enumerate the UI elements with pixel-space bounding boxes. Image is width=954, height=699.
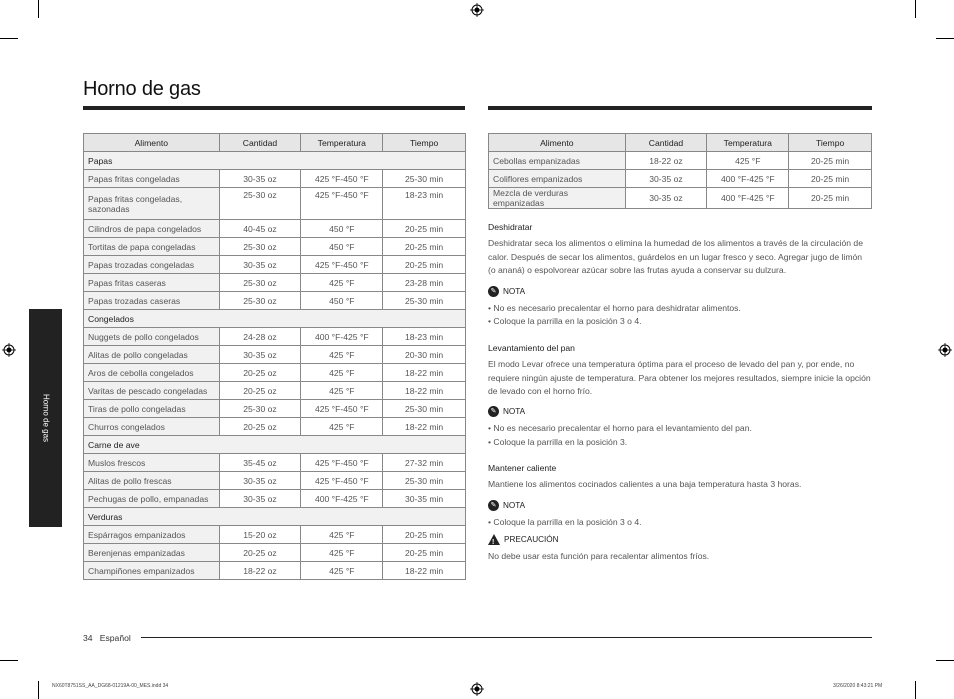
quantity-cell: 30-35 oz [219, 490, 301, 508]
crop-mark [38, 681, 39, 699]
crop-mark [0, 660, 18, 661]
table-category-row [84, 152, 466, 170]
temperature-cell: 425 °F-450 °F [301, 256, 383, 274]
quantity-cell: 30-35 oz [625, 188, 707, 209]
quantity-cell: 25-30 oz [219, 238, 301, 256]
time-cell: 25-30 min [383, 292, 466, 310]
time-cell: 20-25 min [383, 256, 466, 274]
time-cell: 18-22 min [383, 364, 466, 382]
time-cell: 20-25 min [789, 170, 872, 188]
crop-mark [936, 38, 954, 39]
temperature-cell: 425 °F [301, 274, 383, 292]
registration-mark-icon [938, 343, 952, 357]
crop-mark [936, 660, 954, 661]
quantity-cell: 35-45 oz [219, 454, 301, 472]
table-row [84, 490, 466, 508]
warning-icon [488, 534, 500, 545]
quantity-cell: 24-28 oz [219, 328, 301, 346]
note-icon: ✎ [488, 286, 499, 297]
note-text: Coloque la parrilla en la posición 3 o 4. [493, 517, 642, 527]
note-text: Coloque la parrilla en la posición 3. [493, 437, 628, 447]
time-cell: 18-22 min [383, 562, 466, 580]
page-title: Horno de gas [83, 78, 201, 100]
quantity-cell: 25-30 oz [219, 400, 301, 418]
temperature-cell: 400 °F-425 °F [707, 188, 789, 209]
print-slug-left: NX60T8751SS_AA_DG68-01219A-00_MES.indd 34 [52, 683, 169, 689]
food-cell: Papas fritas congeladas [84, 170, 220, 188]
table-row [84, 364, 466, 382]
food-cell: Champiñones empanizados [84, 562, 220, 580]
table-row [84, 382, 466, 400]
table-category-row [84, 508, 466, 526]
table-row [84, 418, 466, 436]
title-rule-left [83, 106, 465, 110]
section-title: Levantamiento del pan [488, 343, 575, 353]
time-cell: 25-30 min [383, 400, 466, 418]
table-row [84, 526, 466, 544]
note-block [488, 285, 872, 299]
page-footer [83, 633, 131, 643]
quantity-cell: 40-45 oz [219, 220, 301, 238]
category-label: Congelados [84, 310, 466, 328]
temperature-cell: 425 °F-450 °F [301, 472, 383, 490]
food-cell: Tortitas de papa congeladas [84, 238, 220, 256]
caution-block [488, 533, 872, 547]
food-cell: Nuggets de pollo congelados [84, 328, 220, 346]
time-cell: 20-25 min [383, 238, 466, 256]
table-header-row [84, 134, 466, 152]
table-row [489, 170, 872, 188]
food-cell: Cebollas empanizadas [489, 152, 626, 170]
section-title: Mantener caliente [488, 463, 557, 473]
temperature-cell: 425 °F [707, 152, 789, 170]
quantity-cell: 25-30 oz [219, 274, 301, 292]
note-label: NOTA [503, 501, 526, 510]
food-cell: Mezcla de verduras empanizadas [489, 188, 626, 209]
table-row [84, 346, 466, 364]
note-text: No es necesario precalentar el horno para el levantamiento del pan. [493, 423, 752, 433]
food-cell: Papas trozadas caseras [84, 292, 220, 310]
temperature-cell: 425 °F [301, 544, 383, 562]
title-rule-right [488, 106, 872, 110]
quantity-cell: 20-25 oz [219, 544, 301, 562]
column-header: Alimento [489, 134, 626, 152]
column-header: Alimento [84, 134, 220, 152]
table-row [84, 328, 466, 346]
food-cell: Cilindros de papa congelados [84, 220, 220, 238]
time-cell: 20-25 min [383, 544, 466, 562]
print-slug-right: 3/26/2020 8:43:21 PM [833, 683, 883, 689]
note-block [488, 405, 872, 419]
table-row [84, 256, 466, 274]
food-cell: Churros congelados [84, 418, 220, 436]
quantity-cell: 25-30 oz [219, 188, 301, 220]
time-cell: 18-23 min [383, 188, 466, 220]
time-cell: 20-30 min [383, 346, 466, 364]
table-row [84, 170, 466, 188]
temperature-cell: 400 °F-425 °F [301, 328, 383, 346]
section-dehydrate-title [488, 221, 872, 235]
food-cell: Coliflores empanizados [489, 170, 626, 188]
crop-mark [0, 38, 18, 39]
quantity-cell: 20-25 oz [219, 382, 301, 400]
table-row [84, 188, 466, 220]
food-cell: Alitas de pollo congeladas [84, 346, 220, 364]
footer-language: Español [99, 633, 131, 643]
table-row [84, 400, 466, 418]
time-cell: 18-22 min [383, 418, 466, 436]
temperature-cell: 425 °F [301, 562, 383, 580]
table-row [84, 562, 466, 580]
temperature-cell: 400 °F-425 °F [301, 490, 383, 508]
side-tab [29, 309, 62, 527]
food-cell: Muslos frescos [84, 454, 220, 472]
column-header: Tiempo [789, 134, 872, 152]
category-label: Verduras [84, 508, 466, 526]
quantity-cell: 30-35 oz [625, 170, 707, 188]
food-cell: Papas trozadas congeladas [84, 256, 220, 274]
crop-mark [915, 0, 916, 18]
table-row [84, 472, 466, 490]
category-label: Papas [84, 152, 466, 170]
cooking-table-right [488, 133, 872, 209]
note-icon: ✎ [488, 406, 499, 417]
food-cell: Aros de cebolla congelados [84, 364, 220, 382]
section-proof-body: El modo Levar ofrece una temperatura óptima para el proceso de levado del pan y, por ende, no requiere ningún ajuste de temperatura. Para obtener los mejores resultados, siempre inicie la opción de levado con el horno frío. [488, 359, 871, 396]
temperature-cell: 425 °F [301, 364, 383, 382]
time-cell: 18-22 min [383, 382, 466, 400]
quantity-cell: 25-30 oz [219, 292, 301, 310]
food-cell: Espárragos empanizados [84, 526, 220, 544]
time-cell: 18-23 min [383, 328, 466, 346]
quantity-cell: 30-35 oz [219, 256, 301, 274]
temperature-cell: 400 °F-425 °F [707, 170, 789, 188]
crop-mark [38, 0, 39, 18]
column-header: Cantidad [625, 134, 707, 152]
quantity-cell: 20-25 oz [219, 364, 301, 382]
section-dehydrate-body: Deshidratar seca los alimentos o elimina la humedad de los alimentos a través de la circulación de calor. Después de secar los alimentos, guárdelos en un lugar fresco y seco. Agregar jugo de limón (o ananá) o espolvorear azúcar sobre las frutas ayuda a conservar su dulzura. [488, 238, 863, 275]
caution-label: PRECAUCIÓN [504, 535, 559, 544]
category-label: Carne de ave [84, 436, 466, 454]
quantity-cell: 30-35 oz [219, 472, 301, 490]
page-number: 34 [83, 633, 93, 643]
temperature-cell: 425 °F-450 °F [301, 454, 383, 472]
note-block [488, 499, 872, 513]
table-row [84, 544, 466, 562]
quantity-cell: 18-22 oz [219, 562, 301, 580]
table-row [489, 152, 872, 170]
table-category-row [84, 436, 466, 454]
food-cell: Papas fritas caseras [84, 274, 220, 292]
time-cell: 20-25 min [383, 526, 466, 544]
table-header-row [489, 134, 872, 152]
caution-text: No debe usar esta función para recalentar alimentos fríos. [488, 551, 710, 561]
note-icon: ✎ [488, 500, 499, 511]
registration-mark-icon [470, 682, 484, 696]
footer-rule [141, 637, 872, 638]
temperature-cell: 425 °F-450 °F [301, 170, 383, 188]
table-row [84, 274, 466, 292]
quantity-cell: 15-20 oz [219, 526, 301, 544]
temperature-cell: 450 °F [301, 292, 383, 310]
food-cell: Varitas de pescado congeladas [84, 382, 220, 400]
note-item: • No es necesario precalentar el horno para el levantamiento del pan. [488, 423, 752, 433]
time-cell: 23-28 min [383, 274, 466, 292]
note-text: Coloque la parrilla en la posición 3 o 4. [493, 316, 642, 326]
time-cell: 25-30 min [383, 170, 466, 188]
cooking-table-left [83, 133, 466, 580]
quantity-cell: 30-35 oz [219, 170, 301, 188]
registration-mark-icon [2, 343, 16, 357]
column-header: Temperatura [301, 134, 383, 152]
side-tab-label: Horno de gas [41, 393, 50, 443]
note-item: • Coloque la parrilla en la posición 3. [488, 437, 628, 447]
temperature-cell: 425 °F-450 °F [301, 188, 383, 220]
note-item: • Coloque la parrilla en la posición 3 o 4. [488, 316, 642, 326]
note-label: NOTA [503, 287, 526, 296]
time-cell: 20-25 min [789, 152, 872, 170]
note-item: • No es necesario precalentar el horno para deshidratar alimentos. [488, 303, 741, 313]
food-cell: Alitas de pollo frescas [84, 472, 220, 490]
food-cell: Berenjenas empanizadas [84, 544, 220, 562]
note-item: • Coloque la parrilla en la posición 3 o 4. [488, 517, 642, 527]
food-cell: Papas fritas congeladas, sazonadas [84, 188, 220, 220]
food-cell: Pechugas de pollo, empanadas [84, 490, 220, 508]
food-cell: Tiras de pollo congeladas [84, 400, 220, 418]
temperature-cell: 425 °F-450 °F [301, 400, 383, 418]
time-cell: 27-32 min [383, 454, 466, 472]
quantity-cell: 20-25 oz [219, 418, 301, 436]
note-text: No es necesario precalentar el horno para deshidratar alimentos. [493, 303, 741, 313]
temperature-cell: 425 °F [301, 526, 383, 544]
registration-mark-icon [470, 3, 484, 17]
temperature-cell: 425 °F [301, 382, 383, 400]
time-cell: 20-25 min [789, 188, 872, 209]
crop-mark [915, 681, 916, 699]
temperature-cell: 450 °F [301, 220, 383, 238]
column-header: Tiempo [383, 134, 466, 152]
time-cell: 20-25 min [383, 220, 466, 238]
quantity-cell: 18-22 oz [625, 152, 707, 170]
temperature-cell: 425 °F [301, 346, 383, 364]
table-row [84, 292, 466, 310]
quantity-cell: 30-35 oz [219, 346, 301, 364]
column-header: Temperatura [707, 134, 789, 152]
table-row [84, 220, 466, 238]
table-row [84, 454, 466, 472]
note-label: NOTA [503, 407, 526, 416]
column-header: Cantidad [219, 134, 301, 152]
section-warm-body: Mantiene los alimentos cocinados calientes a una baja temperatura hasta 3 horas. [488, 479, 802, 489]
table-row [84, 238, 466, 256]
table-row [489, 188, 872, 209]
time-cell: 30-35 min [383, 490, 466, 508]
time-cell: 25-30 min [383, 472, 466, 490]
table-category-row [84, 310, 466, 328]
temperature-cell: 450 °F [301, 238, 383, 256]
section-title: Deshidratar [488, 222, 533, 232]
temperature-cell: 425 °F [301, 418, 383, 436]
